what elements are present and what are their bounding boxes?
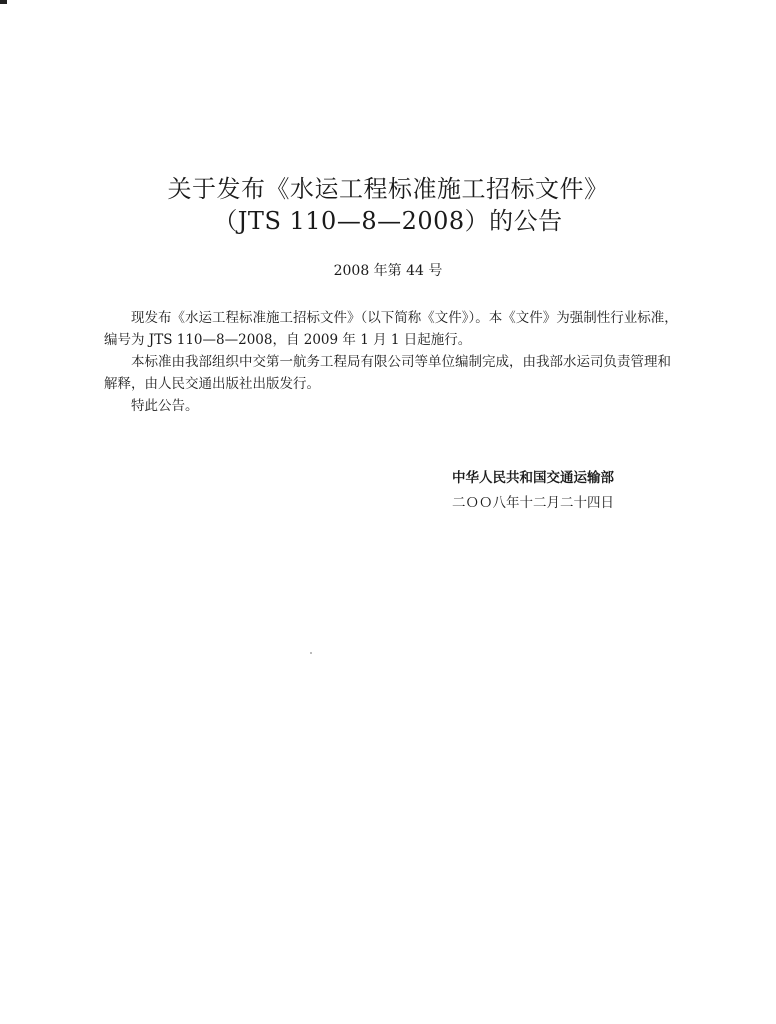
corner-mark [0,0,7,4]
scan-speck [310,652,312,654]
announcement-title-line2: （JTS 110—8—2008）的公告 [213,207,563,235]
announcement-body [104,307,684,417]
paragraph-closing: 特此公告。 [131,398,199,414]
paragraph-compilation: 本标准由我部组织中交第一航务工程局有限公司等单位编制完成，由我部水运司负责管理和解释，由人民交通出版社出版发行。 [104,354,671,392]
signature-organization: 中华人民共和国交通运输部 [452,470,614,486]
announcement-title-line1: 关于发布《水运工程标准施工招标文件》 [167,175,609,203]
signature-date: 二ＯＯ八年十二月二十四日 [452,495,614,511]
document-number: 2008 年第 44 号 [333,263,443,279]
paragraph-publish: 现发布《水运工程标准施工招标文件》（以下简称《文件》）。本《文件》为强制性行业标准，编号为 JTS 110—8—2008，自 2009 年 1 月 1 日起施行。 [104,310,678,348]
